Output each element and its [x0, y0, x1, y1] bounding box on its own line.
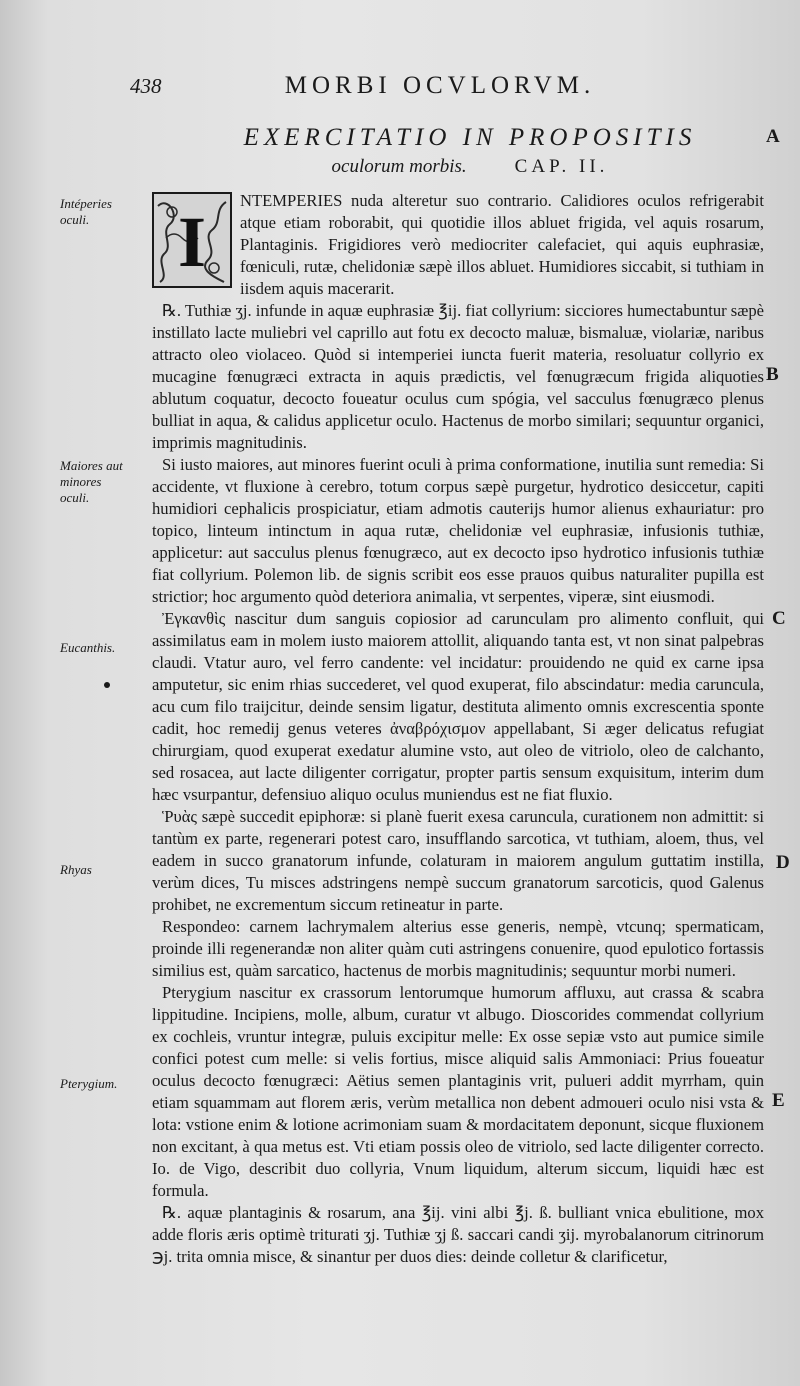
- margin-letter-d: D: [776, 852, 790, 873]
- margin-letter-e: E: [772, 1090, 785, 1111]
- margin-dot: [104, 682, 110, 688]
- dropcap-letter: I: [177, 202, 207, 282]
- chapter-number: CAP. II.: [514, 156, 609, 177]
- body-text: [152, 190, 764, 1268]
- chapter-subtitle-row: [190, 156, 750, 178]
- paragraph-recipe-plantago: ℞. aquæ plantaginis & rosarum, ana ℥ij. vini albi ℥j. ß. bulliant vnica ebulitione, mox adde floris æris optimè triturati ʒj. Tuthiæ ʒj ß. saccari candi ʒij. myrobalanorum citrinorum ℈j. trita omnia misce, & sinantur per duos dies: deinde colletur & clarificetur,: [152, 1203, 764, 1266]
- paragraph-eucanthis: Ἐγκανθὶς nascitur dum sanguis copiosior ad carunculam pro alimento confluit, qui assimilatus eam in molem iusto maiorem attollit, aliquando tanta est, vt non sinat palpebras claudi. Vtatur auro, vel ferro candente: vel incidatur: prouidendo ne quid ex carne ipsa amputetur, sic enim rhias succederet, vel quod exuperat, filo abscindatur: media caruncula, acu cum filo traijcitur, deinde sensim ligatur, destituta alimento omnis excrescentia sponte cadit, hoc remedij genus veteres ἀναβρόχισμον appellabant, Si æger delicatus refugiat chirurgiam, quod exuperat exedatur alumine vsto, aut oleo de vitriolo, oleo de calchanto, sed rosacea, aut lacte diligenter corrigatur, propter partis sensum exquisitum, interim dum hæc vsurpantur, defensiuo aliquo oculus muniendus est ne fiat fluxio.: [152, 609, 764, 804]
- ornamental-initial-icon: [152, 192, 232, 288]
- ornamental-initial: [152, 192, 232, 288]
- paragraph-respondeo: Respondeo: carnem lachrymalem alterius esse generis, nempè, vtcunq; spermaticam, proinde illi regenerandæ non aliter quàm cuti astringens conuenire, quod epulotico fortassis similius est, quàm sarcatico, hactenus de morbis magnitudinis; sequuntur morbi numeri.: [152, 917, 764, 980]
- chapter-title: EXERCITATIO IN PROPOSITIS: [243, 124, 697, 151]
- gloss-eucanthis: Eucanthis.: [60, 640, 116, 655]
- page-header: [130, 72, 690, 100]
- paragraph-rhyas: Ῥυὰς sæpè succedit epiphoræ: si planè fuerit exesa caruncula, curationem non admittit: si tantùm ex parte, regenerari potest caro, insufflando sarcotica, vt tuthiam, aloem, thus, vel eadem in succo granatorum infunde, colaturam in maiorem angulum guttatim instilla, verùm dices, Tu misces adstringens nempè succum granatorum sarcoticis, quod Galenus prohibet, ne excrementum siccum retineatur in parte.: [152, 807, 764, 914]
- gloss-pterygium: Pterygium.: [60, 1076, 118, 1091]
- paragraph-pterygium: Pterygium nascitur ex crassorum lentorumque humorum affluxu, aut crassa & scabra lippitudine. Incipiens, molle, album, curatur vt albugo. Dioscorides commendat collyrium ex cochleis, vruntur integræ, puluis excipitur melle: Ex osse sepiæ vsto aut pumice simile confici potest cum melle: si velis fortius, misce aliquid salis Ammoniaci: Prius foueatur oculus decocto fœnugræci: Aëtius semen plantaginis vrit, pulueri addit myrrham, quin etiam squammam aut florem æris, verùm metallica non debent admoueri oculo nisi vsta & lota: vstione enim & lotione acrimoniam suam & mordacitatem deponunt, sicque fluxionem non excitant, à qua metus est. Vti etiam possis oleo de vitriolo, sed lacte diligenter correcto. Io. de Vigo, describit duo collyria, Vnum liquidum, alterum siccum, liquidi hæc est formula.: [152, 983, 764, 1200]
- paragraph-intemperies: NTEMPERIES nuda alteretur suo contrario. Calidiores oculos refrigerabit atque etiam roborabit, qui quotidie illos abluet frigida, vel aquis rosarum, Plantaginis. Frigidiores verò mediocriter calefaciet, qui aquis euphrasiæ, fœniculi, rutæ, chelidoniæ sæpè illos abluet. Humidiores siccabit, si tuthiam in iisdem aquis macerarit.: [240, 191, 764, 298]
- gloss-maiores: Maiores aut minores oculi.: [60, 458, 123, 505]
- running-title: MORBI OCVLORVM.: [284, 72, 596, 99]
- chapter-subtitle: oculorum morbis.: [331, 156, 467, 177]
- gloss-intemperies: Intéperies oculi.: [60, 196, 112, 227]
- page-number: 438: [130, 74, 162, 98]
- margin-letter-b: B: [766, 364, 779, 385]
- paragraph-maiores: Si iusto maiores, aut minores fuerint oculi à prima conformatione, inutilia sunt remedia: Si accidente, vt fluxione à cerebro, totum corpus sæpè purgetur, hydrotico desiccetur, capiti humidiori cephalicis prospiciatur, etiam admotis cauterijs humor alienus exhauriatur: pro topico, linteum intinctum in aqua rutæ, chelidoniæ vel euphrasiæ, infusionis tuthiæ, applicetur: aut sacculus plenus fœnugræco, aut ex decocto ipso hydrotico infusionis tuthiæ fiat collyrium. Polemon lib. de signis scribit eos esse prauos quibus naturaliter pupilla est strictior; hoc argumento quòd deteriora animalia, vt serpentes, viperæ, sint eiusmodi.: [152, 455, 764, 606]
- paragraph-recipe-tuthia: ℞. Tuthiæ ʒj. infunde in aquæ euphrasiæ ℥ij. fiat collyrium: sicciores humectabuntur sæpè instillato lacte muliebri vel caprillo aut fotu ex decocto maluæ, bismaluæ, violariæ, naribus attracto oleo violaceo. Quòd si intemperiei iuncta fuerit materia, resoluatur collyrio ex mucagine fœnugræci extracta in aquis prædictis, vel fœnugræcum frigida aliquoties ablutum coquatur, decocto foueatur oculus cum spógia, vel sacculus fœnugræco plenus bulliat in aqua, & calidus applicetur oculo. Hactenus de morbo similari; sequuntur organici, imprimis magnitudinis.: [152, 301, 764, 452]
- margin-letter-a: A: [766, 126, 780, 147]
- margin-letter-c: C: [772, 608, 786, 629]
- gloss-rhyas: Rhyas: [60, 862, 92, 877]
- chapter-heading: [190, 124, 750, 178]
